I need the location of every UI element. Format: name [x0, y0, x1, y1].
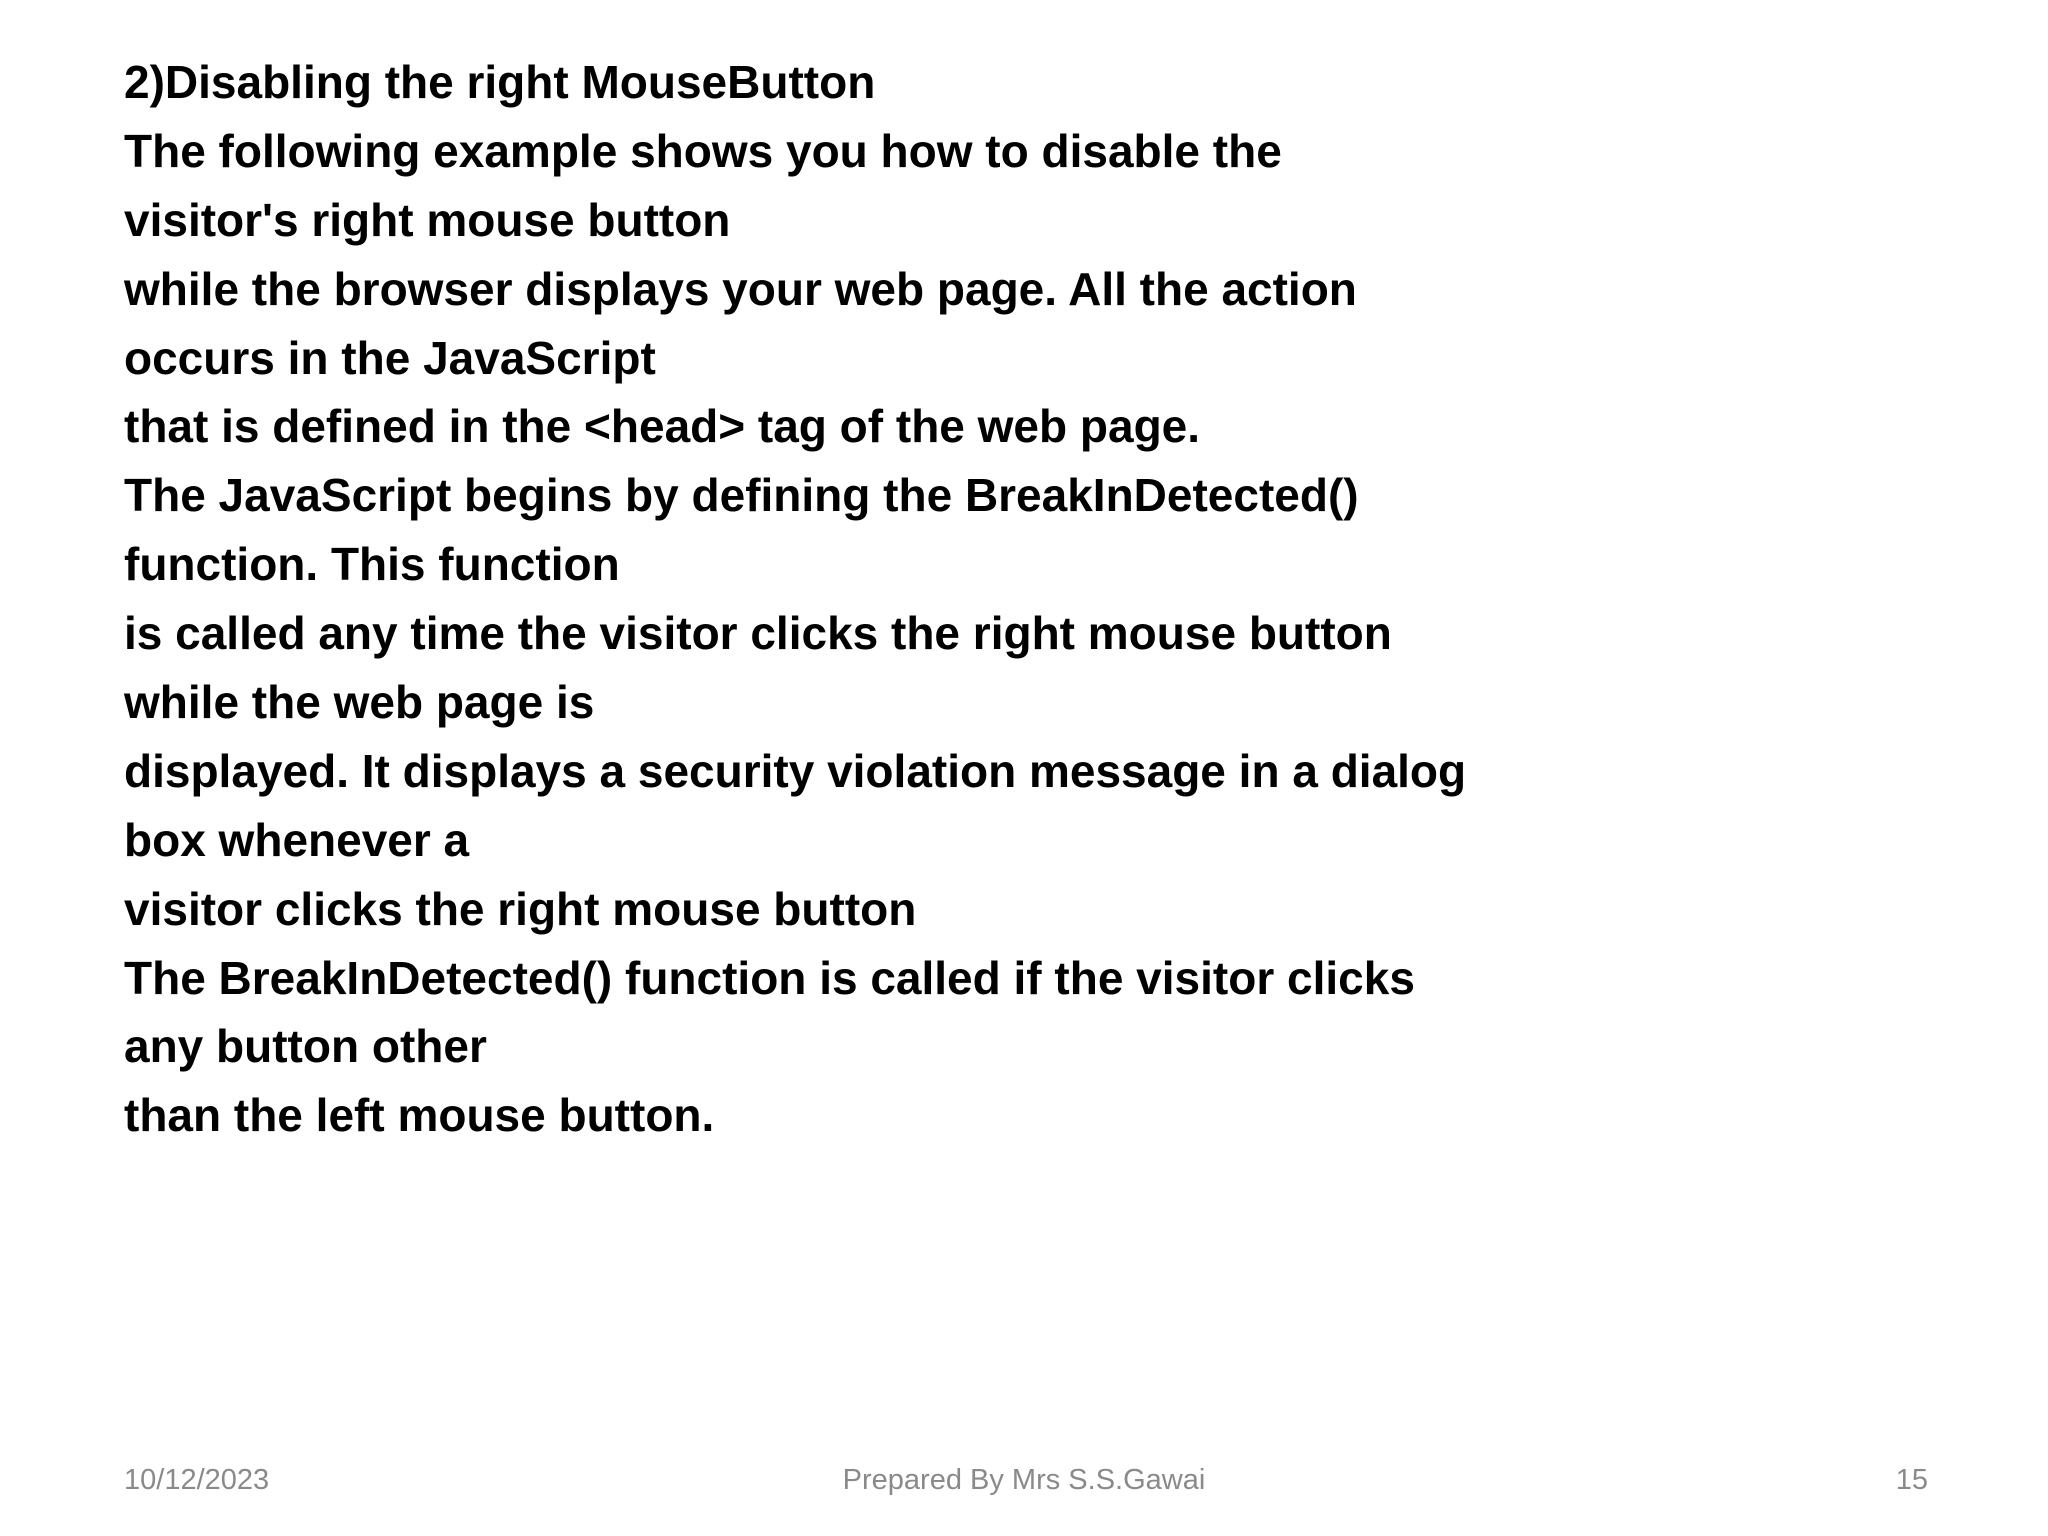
body-line: displayed. It displays a security violation message in a dialog — [124, 744, 1467, 797]
body-line: occurs in the JavaScript — [124, 331, 656, 384]
body-line: while the web page is — [124, 676, 595, 729]
slide-page-number: 15 — [1895, 1464, 1928, 1496]
body-line: than the left mouse button. — [124, 1089, 715, 1142]
footer-author: Prepared By Mrs S.S.Gawai — [842, 1464, 1206, 1496]
body-line: visitor clicks the right mouse button — [124, 882, 917, 935]
slide-body-text — [124, 48, 1824, 1150]
body-line: The following example shows you how to disable the — [124, 124, 1282, 177]
body-line: that is defined in the <head> tag of the web page. — [124, 400, 1201, 453]
body-line: The BreakInDetected() function is called if the visitor clicks — [124, 951, 1415, 1004]
slide-heading: 2)Disabling the right MouseButton — [124, 56, 876, 108]
body-line: visitor's right mouse button — [124, 193, 731, 246]
body-line: box whenever a — [124, 813, 470, 866]
body-line: The JavaScript begins by defining the BreakInDetected() — [124, 469, 1359, 522]
footer-date: 10/12/2023 — [124, 1464, 270, 1496]
body-line: any button other — [124, 1020, 487, 1073]
body-line: function. This function — [124, 538, 620, 591]
body-line: is called any time the visitor clicks the right mouse button — [124, 607, 1392, 660]
body-line: while the browser displays your web page. All the action — [124, 262, 1357, 315]
